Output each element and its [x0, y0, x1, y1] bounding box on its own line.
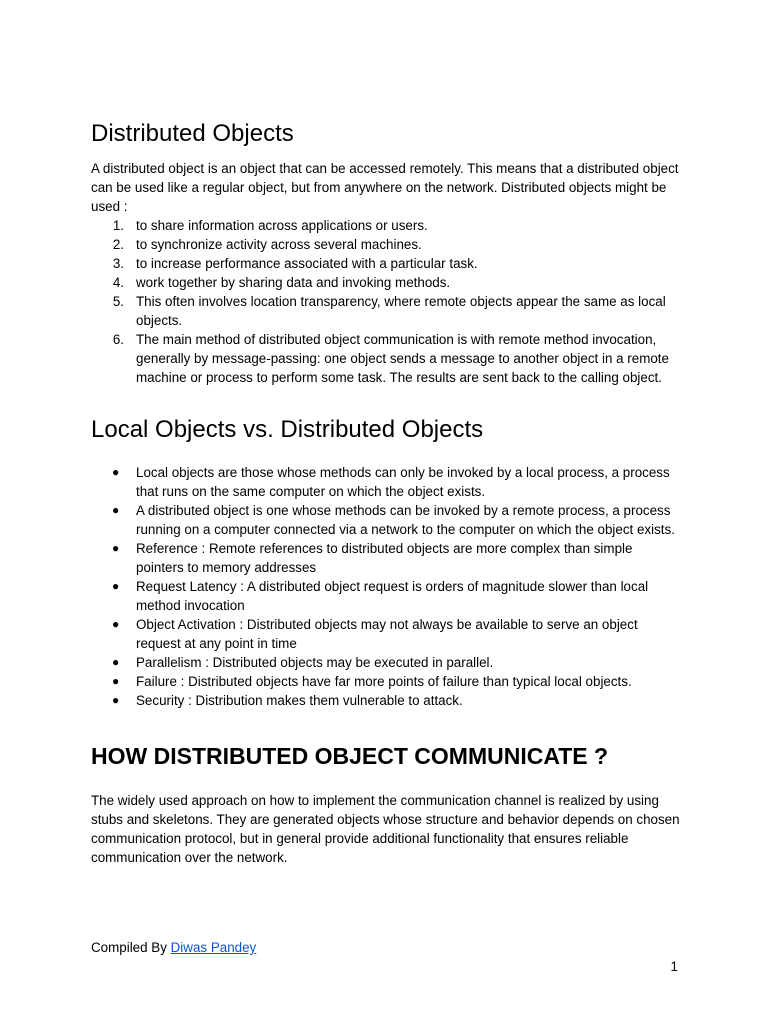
list-item: [91, 577, 681, 615]
bullet-icon: ●: [112, 541, 120, 555]
list-item: [91, 216, 681, 235]
list-item-text: Local objects are those whose methods can only be invoked by a local process, a process that runs on the same computer on which the object exists.: [136, 465, 670, 499]
list-number: 3.: [112, 256, 124, 271]
uses-numbered-list: [91, 216, 681, 387]
communication-paragraph: The widely used approach on how to implement the communication channel is realized by using stubs and skeletons. They are generated objects whose structure and behavior depends on chosen communication protocol, but in general provide additional functionality that ensures reliable communication over the network.: [91, 793, 680, 865]
heading-distributed-objects: Distributed Objects: [91, 120, 294, 147]
heading-local-vs-distributed: Local Objects vs. Distributed Objects: [91, 416, 484, 443]
list-number: 5.: [112, 294, 124, 309]
bullet-icon: ●: [112, 674, 120, 688]
list-item-text: Security : Distribution makes them vulnerable to attack.: [136, 693, 463, 708]
list-item-text: The main method of distributed object communication is with remote method invocation, generally by message-passing: one object sends a message to another object in a remote machine or process to perform some task. The results are sent back to the calling object.: [136, 332, 669, 385]
page-content: [91, 118, 681, 867]
list-item-text: Failure : Distributed objects have far more points of failure than typical local objects.: [136, 674, 632, 689]
list-item-text: to share information across applications or users.: [136, 218, 428, 233]
list-item: [91, 235, 681, 254]
list-item-text: Object Activation : Distributed objects may not always be available to serve an object request at any point in time: [136, 617, 638, 651]
list-item: [91, 653, 681, 672]
list-item: [91, 615, 681, 653]
list-item: [91, 330, 681, 387]
list-number: 4.: [112, 275, 124, 290]
comparison-bullet-list: [91, 463, 681, 710]
author-link[interactable]: Diwas Pandey: [170, 940, 257, 955]
page-number: 1: [670, 959, 678, 974]
list-item-text: This often involves location transparency, where remote objects appear the same as local objects.: [136, 294, 666, 328]
list-item-text: to increase performance associated with a particular task.: [136, 256, 478, 271]
list-item: [91, 254, 681, 273]
list-item-text: Reference : Remote references to distributed objects are more complex than simple pointers to memory addresses: [136, 541, 633, 575]
bullet-icon: ●: [112, 693, 120, 707]
intro-paragraph: A distributed object is an object that can be accessed remotely. This means that a distributed object can be used like a regular object, but from anywhere on the network. Distributed objects might be used :: [91, 161, 679, 214]
list-item-text: Request Latency : A distributed object request is orders of magnitude slower than local method invocation: [136, 579, 649, 613]
bullet-icon: ●: [112, 503, 120, 517]
list-item-text: A distributed object is one whose methods can be invoked by a remote process, a process running on a computer connected via a network to the computer on which the object exists.: [136, 503, 675, 537]
bullet-icon: ●: [112, 617, 120, 631]
list-number: 2.: [112, 237, 124, 252]
list-item: [91, 691, 681, 710]
list-item: [91, 292, 681, 330]
list-item: [91, 672, 681, 691]
footer-prefix: Compiled By: [91, 940, 171, 955]
list-item-text: work together by sharing data and invoking methods.: [136, 275, 451, 290]
list-number: 1.: [112, 218, 124, 233]
list-item: [91, 539, 681, 577]
heading-how-communicate: HOW DISTRIBUTED OBJECT COMMUNICATE ?: [91, 743, 609, 769]
footer-credit: [91, 938, 256, 957]
bullet-icon: ●: [112, 655, 120, 669]
list-item-text: to synchronize activity across several machines.: [136, 237, 422, 252]
list-item: [91, 501, 681, 539]
list-number: 6.: [112, 332, 124, 347]
list-item: [91, 463, 681, 501]
bullet-icon: ●: [112, 465, 120, 479]
list-item-text: Parallelism : Distributed objects may be executed in parallel.: [136, 655, 494, 670]
list-item: [91, 273, 681, 292]
bullet-icon: ●: [112, 579, 120, 593]
